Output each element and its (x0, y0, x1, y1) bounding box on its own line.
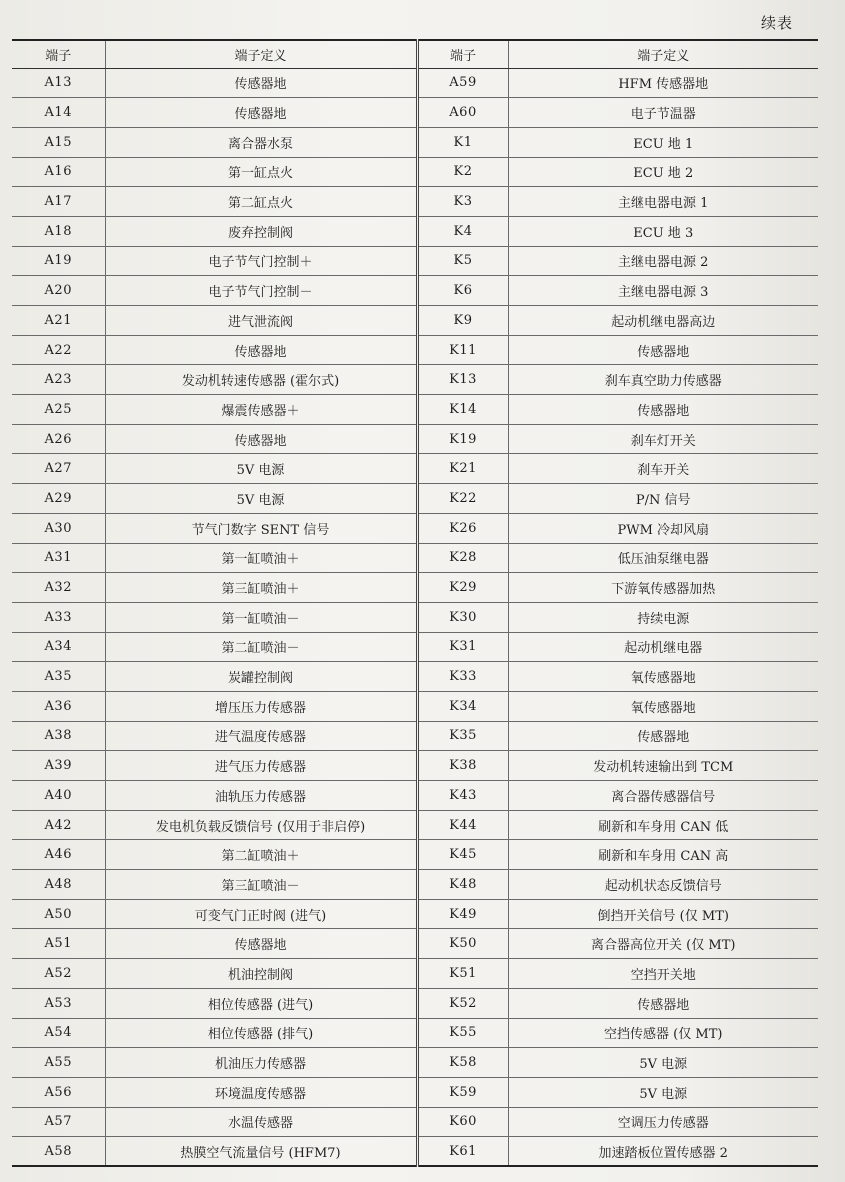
definition-cell-right: 主继电器电源 3 (508, 276, 818, 306)
definition-cell-right: 起动机继电器高边 (508, 306, 818, 336)
definition-cell-left: 传感器地 (105, 68, 417, 98)
terminal-cell-left: A22 (12, 335, 105, 365)
table-row (12, 543, 818, 573)
terminal-cell-left: A51 (12, 929, 105, 959)
definition-cell-right: ECU 地 3 (508, 216, 818, 246)
table-row (12, 1048, 818, 1078)
terminal-cell-right: K30 (417, 602, 508, 632)
terminal-cell-left: A32 (12, 573, 105, 603)
terminal-cell-left: A29 (12, 484, 105, 514)
definition-cell-left: 可变气门正时阀 (进气) (105, 899, 417, 929)
definition-cell-right: 主继电器电源 2 (508, 246, 818, 276)
table-row (12, 68, 818, 98)
terminal-cell-right: K3 (417, 187, 508, 217)
table-row (12, 751, 818, 781)
terminal-cell-left: A15 (12, 127, 105, 157)
definition-cell-right: 起动机状态反馈信号 (508, 870, 818, 900)
definition-cell-left: 水温传感器 (105, 1107, 417, 1137)
definition-cell-right: 起动机继电器 (508, 632, 818, 662)
definition-cell-right: 刷新和车身用 CAN 低 (508, 810, 818, 840)
terminal-cell-right: K52 (417, 988, 508, 1018)
terminal-cell-right: K43 (417, 781, 508, 811)
table-row (12, 632, 818, 662)
definition-cell-left: 发电机负载反馈信号 (仅用于非启停) (105, 810, 417, 840)
terminal-cell-left: A17 (12, 187, 105, 217)
definition-cell-left: 油轨压力传感器 (105, 781, 417, 811)
definition-cell-right: 下游氧传感器加热 (508, 573, 818, 603)
terminal-cell-right: K5 (417, 246, 508, 276)
definition-cell-left: 发动机转速传感器 (霍尔式) (105, 365, 417, 395)
definition-cell-left: 炭罐控制阀 (105, 662, 417, 692)
terminal-cell-right: K49 (417, 899, 508, 929)
terminal-cell-left: A35 (12, 662, 105, 692)
definition-cell-left: 电子节气门控制－ (105, 276, 417, 306)
definition-cell-left: 爆震传感器＋ (105, 395, 417, 425)
table-row (12, 1018, 818, 1048)
terminal-cell-left: A26 (12, 424, 105, 454)
terminal-cell-left: A30 (12, 513, 105, 543)
table-row (12, 721, 818, 751)
table-row (12, 870, 818, 900)
definition-cell-right: 加速踏板位置传感器 2 (508, 1137, 818, 1167)
definition-cell-left: 相位传感器 (排气) (105, 1018, 417, 1048)
terminal-cell-left: A40 (12, 781, 105, 811)
table-row (12, 127, 818, 157)
definition-cell-left: 电子节气门控制＋ (105, 246, 417, 276)
definition-cell-right: 离合器高位开关 (仅 MT) (508, 929, 818, 959)
terminal-cell-left: A42 (12, 810, 105, 840)
header-definition-left: 端子定义 (105, 40, 417, 68)
definition-cell-left: 机油控制阀 (105, 959, 417, 989)
terminal-cell-right: K13 (417, 365, 508, 395)
table-row (12, 1137, 818, 1167)
definition-cell-left: 相位传感器 (进气) (105, 988, 417, 1018)
terminal-cell-left: A16 (12, 157, 105, 187)
terminal-cell-right: K34 (417, 691, 508, 721)
definition-cell-left: 环境温度传感器 (105, 1077, 417, 1107)
terminal-cell-left: A50 (12, 899, 105, 929)
terminal-cell-left: A34 (12, 632, 105, 662)
table-row (12, 840, 818, 870)
definition-cell-left: 5V 电源 (105, 484, 417, 514)
terminal-cell-left: A46 (12, 840, 105, 870)
table-row (12, 306, 818, 336)
terminal-cell-left: A55 (12, 1048, 105, 1078)
header-terminal-right: 端子 (417, 40, 508, 68)
table-row (12, 484, 818, 514)
definition-cell-right: PWM 冷却风扇 (508, 513, 818, 543)
terminal-cell-right: K21 (417, 454, 508, 484)
definition-cell-right: 空挡开关地 (508, 959, 818, 989)
terminal-cell-right: A60 (417, 98, 508, 128)
terminal-cell-right: K61 (417, 1137, 508, 1167)
table-row (12, 157, 818, 187)
terminal-cell-left: A18 (12, 216, 105, 246)
definition-cell-left: 增压压力传感器 (105, 691, 417, 721)
terminal-cell-right: K22 (417, 484, 508, 514)
definition-cell-left: 热膜空气流量信号 (HFM7) (105, 1137, 417, 1167)
terminal-cell-left: A31 (12, 543, 105, 573)
definition-cell-right: 刹车灯开关 (508, 424, 818, 454)
terminal-cell-right: K14 (417, 395, 508, 425)
definition-cell-left: 传感器地 (105, 929, 417, 959)
definition-cell-left: 传感器地 (105, 98, 417, 128)
terminal-cell-right: A59 (417, 68, 508, 98)
terminal-cell-right: K2 (417, 157, 508, 187)
definition-cell-left: 第三缸喷油－ (105, 870, 417, 900)
terminal-cell-right: K50 (417, 929, 508, 959)
definition-cell-left: 传感器地 (105, 335, 417, 365)
terminal-cell-left: A36 (12, 691, 105, 721)
terminal-cell-left: A48 (12, 870, 105, 900)
terminal-cell-left: A53 (12, 988, 105, 1018)
table-row (12, 187, 818, 217)
terminal-cell-right: K29 (417, 573, 508, 603)
table-row (12, 988, 818, 1018)
table-row (12, 573, 818, 603)
table-row (12, 246, 818, 276)
definition-cell-right: ECU 地 2 (508, 157, 818, 187)
table-row (12, 454, 818, 484)
terminal-cell-right: K45 (417, 840, 508, 870)
definition-cell-left: 废弃控制阀 (105, 216, 417, 246)
terminal-cell-right: K9 (417, 306, 508, 336)
definition-cell-left: 进气压力传感器 (105, 751, 417, 781)
terminal-cell-right: K28 (417, 543, 508, 573)
table-row (12, 1107, 818, 1137)
table-row (12, 424, 818, 454)
terminal-cell-left: A39 (12, 751, 105, 781)
terminal-cell-right: K48 (417, 870, 508, 900)
definition-cell-right: 倒挡开关信号 (仅 MT) (508, 899, 818, 929)
terminal-cell-left: A19 (12, 246, 105, 276)
table-row (12, 899, 818, 929)
terminal-cell-left: A25 (12, 395, 105, 425)
terminal-cell-right: K1 (417, 127, 508, 157)
table-row (12, 513, 818, 543)
terminal-cell-right: K31 (417, 632, 508, 662)
definition-cell-left: 节气门数字 SENT 信号 (105, 513, 417, 543)
terminal-cell-right: K11 (417, 335, 508, 365)
table-row (12, 276, 818, 306)
table-row (12, 662, 818, 692)
table-row (12, 602, 818, 632)
header-definition-right: 端子定义 (508, 40, 818, 68)
definition-cell-left: 第二缸点火 (105, 187, 417, 217)
terminal-cell-right: K6 (417, 276, 508, 306)
definition-cell-right: 5V 电源 (508, 1077, 818, 1107)
terminal-cell-right: K26 (417, 513, 508, 543)
table-row (12, 395, 818, 425)
terminal-cell-left: A57 (12, 1107, 105, 1137)
table-row (12, 691, 818, 721)
definition-cell-left: 离合器水泵 (105, 127, 417, 157)
definition-cell-left: 第三缸喷油＋ (105, 573, 417, 603)
terminal-cell-right: K33 (417, 662, 508, 692)
definition-cell-right: 持续电源 (508, 602, 818, 632)
definition-cell-right: 氧传感器地 (508, 691, 818, 721)
definition-cell-right: 电子节温器 (508, 98, 818, 128)
definition-cell-right: 氧传感器地 (508, 662, 818, 692)
terminal-cell-right: K35 (417, 721, 508, 751)
terminal-cell-left: A20 (12, 276, 105, 306)
terminal-cell-right: K19 (417, 424, 508, 454)
terminal-cell-left: A33 (12, 602, 105, 632)
definition-cell-right: 刹车真空助力传感器 (508, 365, 818, 395)
terminal-cell-right: K38 (417, 751, 508, 781)
terminal-cell-right: K4 (417, 216, 508, 246)
terminal-cell-left: A21 (12, 306, 105, 336)
table-header-row (12, 40, 818, 68)
table-row (12, 335, 818, 365)
terminal-cell-left: A13 (12, 68, 105, 98)
definition-cell-right: 刹车开关 (508, 454, 818, 484)
terminal-cell-right: K60 (417, 1107, 508, 1137)
terminal-cell-right: K59 (417, 1077, 508, 1107)
terminal-cell-right: K51 (417, 959, 508, 989)
definition-cell-right: 离合器传感器信号 (508, 781, 818, 811)
terminal-cell-left: A52 (12, 959, 105, 989)
definition-cell-left: 第二缸喷油＋ (105, 840, 417, 870)
terminal-definition-table (12, 39, 818, 1167)
definition-cell-right: 低压油泵继电器 (508, 543, 818, 573)
table-body (12, 68, 818, 1166)
definition-cell-left: 进气温度传感器 (105, 721, 417, 751)
terminal-cell-left: A56 (12, 1077, 105, 1107)
definition-cell-right: 传感器地 (508, 988, 818, 1018)
definition-cell-right: P/N 信号 (508, 484, 818, 514)
table-row (12, 216, 818, 246)
table-row (12, 1077, 818, 1107)
table-row (12, 781, 818, 811)
definition-cell-right: 刷新和车身用 CAN 高 (508, 840, 818, 870)
header-terminal-left: 端子 (12, 40, 105, 68)
definition-cell-left: 第二缸喷油－ (105, 632, 417, 662)
definition-cell-left: 5V 电源 (105, 454, 417, 484)
table-row (12, 365, 818, 395)
table-row (12, 98, 818, 128)
terminal-cell-left: A14 (12, 98, 105, 128)
terminal-cell-left: A38 (12, 721, 105, 751)
definition-cell-right: HFM 传感器地 (508, 68, 818, 98)
definition-cell-left: 传感器地 (105, 424, 417, 454)
definition-cell-left: 进气泄流阀 (105, 306, 417, 336)
terminal-cell-left: A23 (12, 365, 105, 395)
definition-cell-right: 空挡传感器 (仅 MT) (508, 1018, 818, 1048)
definition-cell-right: 主继电器电源 1 (508, 187, 818, 217)
terminal-cell-left: A54 (12, 1018, 105, 1048)
definition-cell-left: 机油压力传感器 (105, 1048, 417, 1078)
terminal-cell-left: A58 (12, 1137, 105, 1167)
definition-cell-right: 传感器地 (508, 335, 818, 365)
table-row (12, 810, 818, 840)
terminal-cell-left: A27 (12, 454, 105, 484)
definition-cell-left: 第一缸喷油－ (105, 602, 417, 632)
definition-cell-right: 空调压力传感器 (508, 1107, 818, 1137)
definition-cell-right: 传感器地 (508, 721, 818, 751)
table-row (12, 959, 818, 989)
definition-cell-right: 发动机转速输出到 TCM (508, 751, 818, 781)
definition-cell-right: 传感器地 (508, 395, 818, 425)
continued-label: 续表 (760, 14, 793, 32)
definition-cell-right: ECU 地 1 (508, 127, 818, 157)
definition-cell-left: 第一缸点火 (105, 157, 417, 187)
definition-cell-right: 5V 电源 (508, 1048, 818, 1078)
definition-cell-left: 第一缸喷油＋ (105, 543, 417, 573)
terminal-cell-right: K55 (417, 1018, 508, 1048)
terminal-cell-right: K58 (417, 1048, 508, 1078)
table-row (12, 929, 818, 959)
terminal-cell-right: K44 (417, 810, 508, 840)
